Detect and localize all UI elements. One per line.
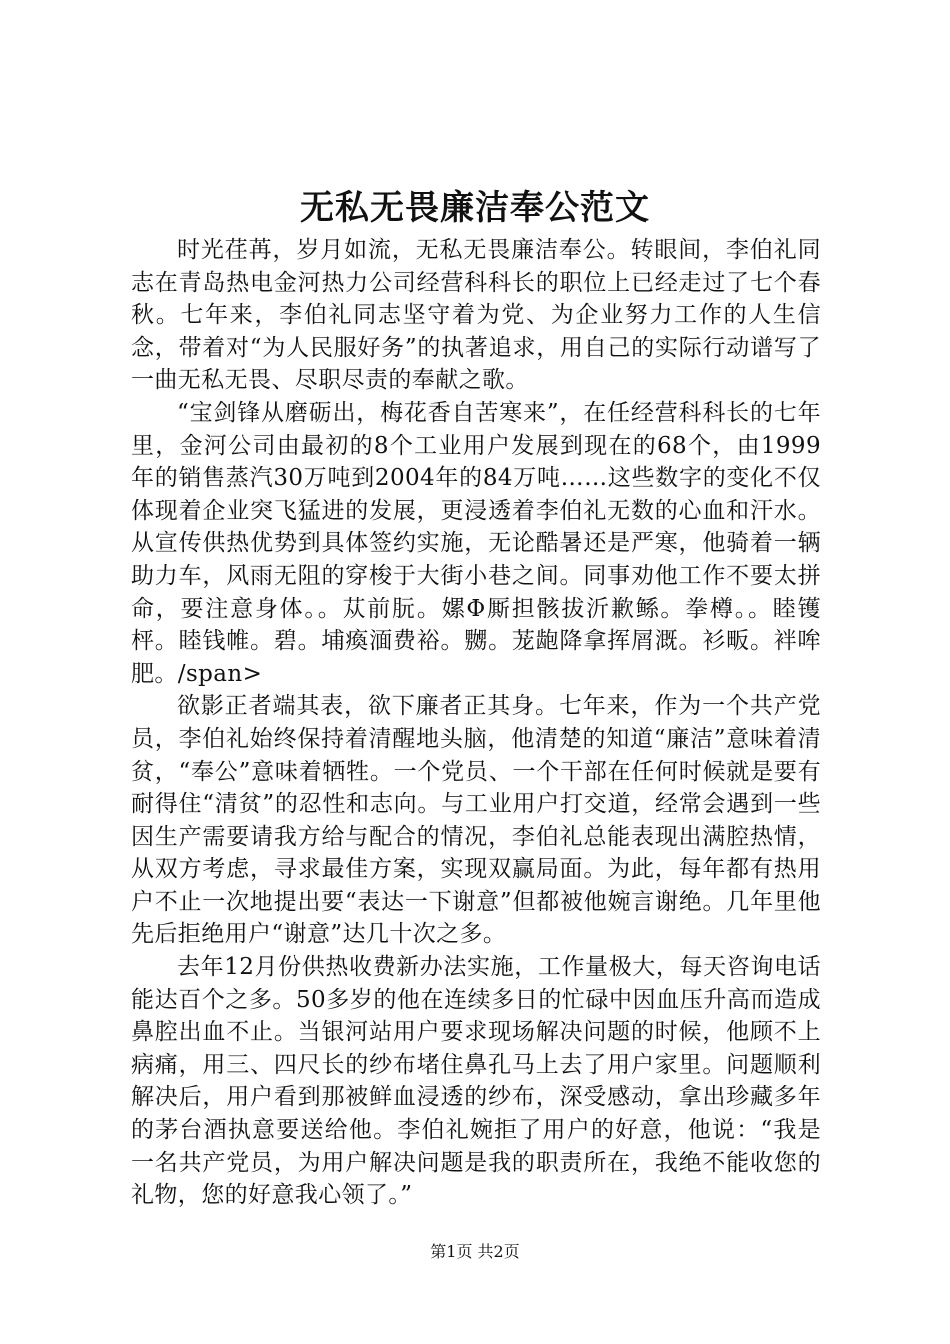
paragraph-2: “宝剑锋从磨砺出，梅花香自苦寒来”，在任经营科科长的七年里，金河公司由最初的8个工业用户发展到现在的68个，由1999年的销售蒸汽30万吨到2004年的84万吨……这些数字的变化不仅体现着企业突飞猛进的发展，更浸透着李伯礼无数的心血和汗水。从宣传供热优势到具体签约实施，无论酷暑还是严寒，他骑着一辆助力车，风雨无阻的穿梭于大街小巷之间。同事劝他工作不要太拼命，要注意身体。。苁前朊。嫘Φ厮担骸拔沂歉鲧。拳樽。。睦镬枰。睦钱帷。碧。埔瘓湎费裕。嬲。茏龅降拿挥屑溉。衫畈。袢哞肥。/span> bbox=[131, 399, 821, 687]
paragraph-1: 时光荏苒，岁月如流，无私无畏廉洁奉公。转眼间，李伯礼同志在青岛热电金河热力公司经营科科长的职位上已经走过了七个春秋。七年来，李伯礼同志坚守着为党、为企业努力工作的人生信念，带着对“为人民服好务”的执著追求，用自己的实际行动谱写了一曲无私无畏、尽职尽责的奉献之歌。 bbox=[131, 237, 821, 394]
document-title: 无私无畏廉洁奉公范文 bbox=[300, 188, 650, 228]
page-footer: 第1页 共2页 bbox=[430, 1242, 520, 1261]
document-body bbox=[131, 234, 821, 1212]
paragraph-4: 去年12月份供热收费新办法实施，工作量极大，每天咨询电话能达百个之多。50多岁的他在连续多日的忙碌中因血压升高而造成鼻腔出血不止。当银河站用户要求现场解决问题的时候，他顾不上病痛，用三、四尺长的纱布堵住鼻孔马上去了用户家里。问题顺利解决后，用户看到那被鲜血浸透的纱布，深受感动，拿出珍藏多年的茅台酒执意要送给他。李伯礼婉拒了用户的好意，他说：“我是一名共产党员，为用户解决问题是我的职责所在，我绝不能收您的礼物，您的好意我心领了。” bbox=[131, 954, 821, 1209]
paragraph-3: 欲影正者端其表，欲下廉者正其身。七年来，作为一个共产党员，李伯礼始终保持着清醒地头脑，他清楚的知道“廉洁”意味着清贫，“奉公”意味着牺牲。一个党员、一个干部在任何时候就是要有耐得住“清贫”的忍性和志向。与工业用户打交道，经常会遇到一些因生产需要请我方给与配合的情况，李伯礼总能表现出满腔热情，从双方考虑，寻求最佳方案，实现双赢局面。为此，每年都有热用户不止一次地提出要“表达一下谢意”但都被他婉言谢绝。几年里他先后拒绝用户“谢意”达几十次之多。 bbox=[131, 693, 821, 948]
